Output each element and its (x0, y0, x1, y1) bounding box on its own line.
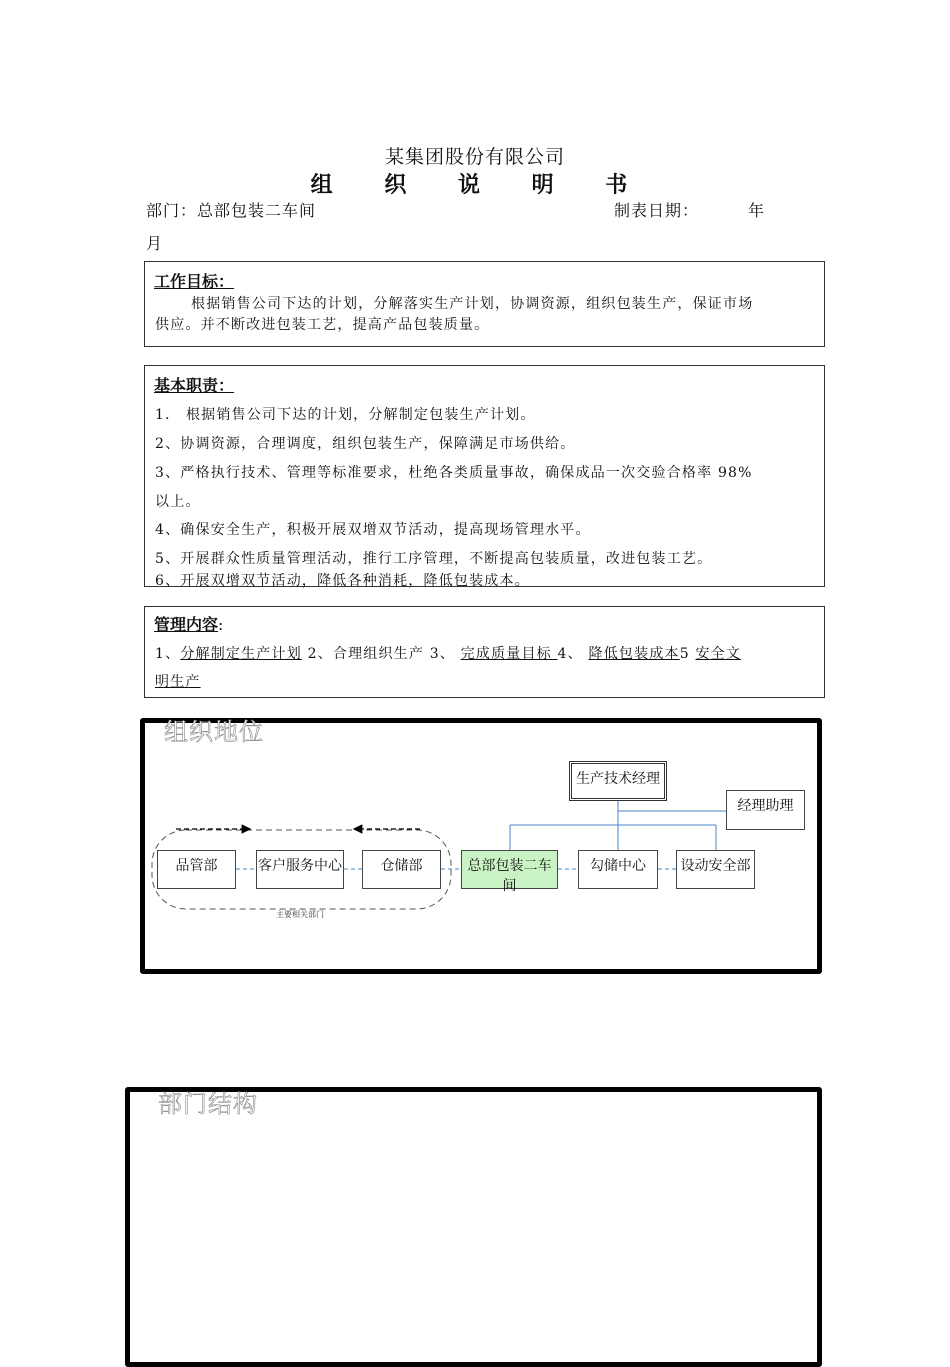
management-item: 安全文 (695, 646, 742, 662)
management-item: 明生产 (155, 674, 201, 690)
node-production-manager: 生产技术经理 (569, 761, 667, 801)
node-storage-dept: 仓储部 (362, 850, 441, 889)
document-title: 组 织 说 明 书 (310, 172, 650, 198)
management-text: 2、合理组织生产 3、 (301, 646, 461, 662)
date-label: 制表日期： (614, 201, 700, 220)
node-packaging-workshop: 总部包装二车间 (461, 850, 558, 889)
management-heading-text: 管理内容 (154, 615, 219, 634)
node-distribution-center: 勾储中心 (578, 850, 658, 889)
management-heading-colon: : (218, 615, 224, 634)
management-item: 降低包装成本 (588, 646, 680, 662)
management-item: 分解制定生产计划 (180, 646, 302, 662)
duty-item: 6、开展双增双节活动，降低各种消耗，降低包装成本。 (155, 573, 530, 589)
node-customer-service: 客户服务中心 (256, 850, 344, 889)
group-caption: 主要相关部门 (276, 910, 324, 919)
duties-heading: 基本职责： (154, 376, 235, 395)
management-text: 1、 (155, 646, 181, 662)
org-position-title: 组织地位 (164, 718, 264, 746)
date-year: 年 (748, 201, 766, 220)
date-month: 月 (146, 234, 164, 253)
dept-structure-frame (125, 1087, 822, 1367)
goal-line-2: 供应。并不断改进包装工艺，提高产品包装质量。 (155, 317, 490, 333)
company-name: 某集团股份有限公司 (384, 146, 565, 168)
node-safety-dept: 设动安全部 (676, 850, 755, 889)
management-text: 5 (679, 646, 696, 662)
duty-item: 5、开展群众性质量管理活动，推行工序管理，不断提高包装质量，改进包装工艺。 (155, 551, 713, 567)
management-item: 完成质量目标 (460, 646, 558, 662)
duty-item: 以上。 (155, 494, 201, 510)
dept-structure-title: 部门结构 (158, 1090, 258, 1118)
duty-item: 3、严格执行技术、管理等标准要求，杜绝各类质量事故，确保成品一次交验合格率 98% (155, 465, 753, 481)
goal-line-1: 根据销售公司下达的计划，分解落实生产计划，协调资源，组织包装生产，保证市场 (191, 296, 754, 312)
management-text: 4、 (557, 646, 589, 662)
department-label: 部门：总部包装二车间 (146, 201, 317, 220)
duty-item: 4、确保安全生产，积极开展双增双节活动，提高现场管理水平。 (155, 522, 591, 538)
node-manager-assistant: 经理助理 (726, 790, 805, 830)
node-quality-dept: 品管部 (157, 850, 236, 889)
duty-item: 1． 根据销售公司下达的计划，分解制定包装生产计划。 (155, 407, 536, 423)
goal-heading: 工作目标： (154, 272, 235, 291)
duty-item: 2、协调资源，合理调度，组织包装生产，保障满足市场供给。 (155, 436, 576, 452)
